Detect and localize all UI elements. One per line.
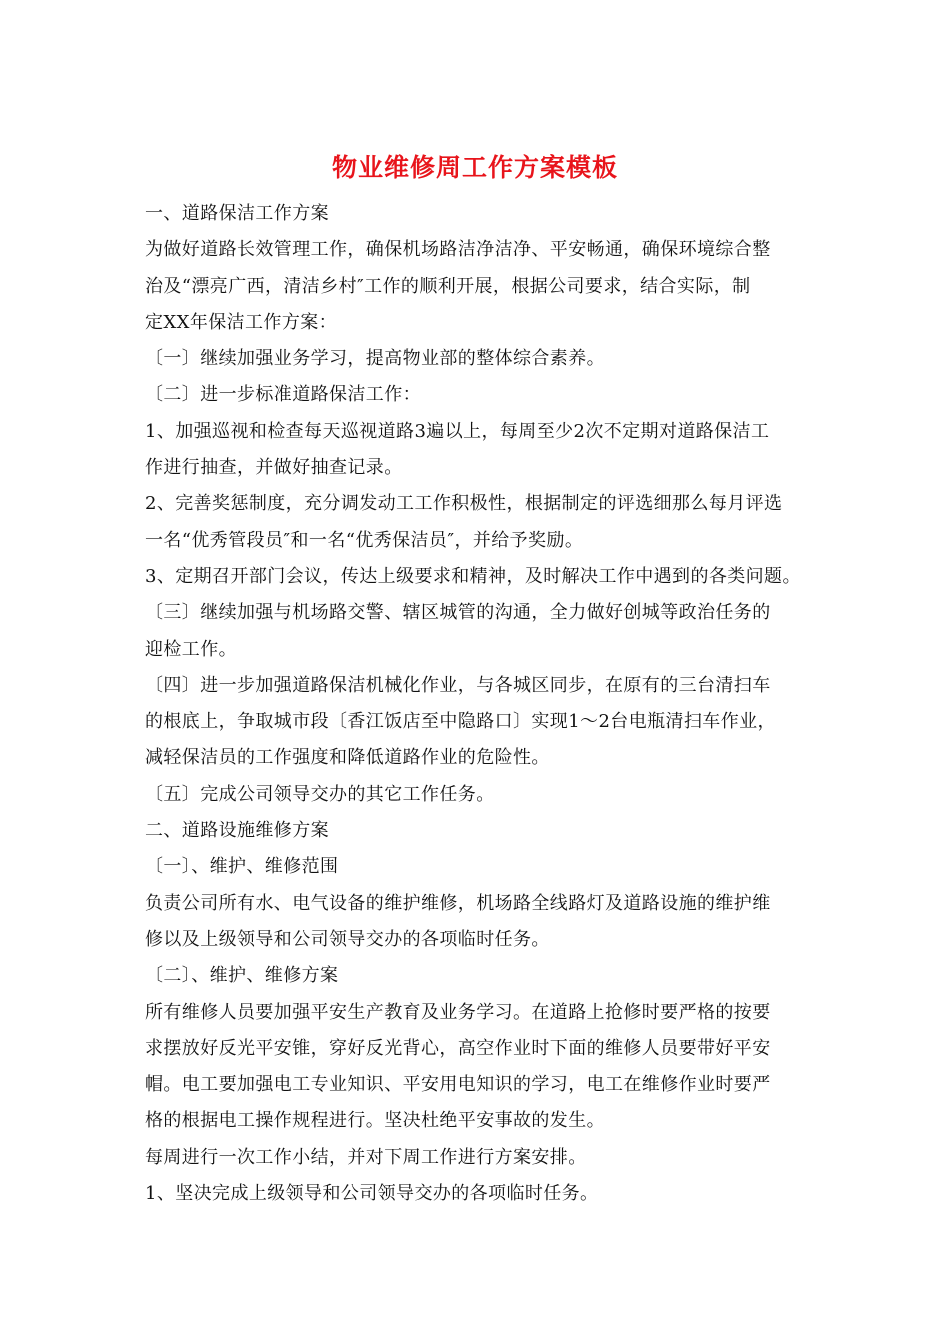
text-line: 每周进行一次工作小结，并对下周工作进行方案安排。 [145,1146,587,1168]
text-line: 定XX年保洁工作方案： [145,311,338,333]
text-line: 治及“漂亮广西，清洁乡村″工作的顺利开展，根据公司要求，结合实际，制 [145,275,751,297]
text-line: 的根底上，争取城市段〔香江饭店至中隐路口〕实现1～2台电瓶清扫车作业， [145,711,776,733]
text-line: 二、道路设施维修方案 [145,820,329,842]
text-line: 求摆放好反光平安锥，穿好反光背心，高空作业时下面的维修人员要带好平安 [145,1037,771,1059]
text-line: 所有维修人员要加强平安生产教育及业务学习。在道路上抢修时要严格的按要 [145,1001,771,1023]
text-line: 一、道路保洁工作方案 [145,203,329,224]
document-body [145,196,825,1212]
text-line: 3、定期召开部门会议，传达上级要求和精神，及时解决工作中遇到的各类问题。 [145,565,801,587]
text-line: 修以及上级领导和公司领导交办的各项临时任务。 [145,928,550,950]
text-line: 为做好道路长效管理工作，确保机场路洁净洁净、平安畅通，确保环境综合整 [145,239,771,261]
text-line: 〔一〕继续加强业务学习，提高物业部的整体综合素养。 [145,348,605,370]
text-line: 〔五〕完成公司领导交办的其它工作任务。 [145,783,495,805]
text-line: 迎检工作。 [145,638,237,660]
text-line: 2、完善奖惩制度，充分调发动工工作积极性，根据制定的评选细那么每月评选 [145,493,783,515]
text-line: 1、坚决完成上级领导和公司领导交办的各项临时任务。 [145,1183,599,1205]
text-line: 减轻保洁员的工作强度和降低道路作业的危险性。 [145,747,550,769]
text-line: 格的根据电工操作规程进行。坚决杜绝平安事故的发生。 [145,1110,605,1132]
text-line: 作进行抽查，并做好抽查记录。 [145,457,403,479]
text-line: 〔一〕、维护、维修范围 [145,856,339,878]
text-line: 1、加强巡视和检查每天巡视道路3遍以上，每周至少2次不定期对道路保洁工 [145,420,770,442]
text-line: 〔四〕进一步加强道路保洁机械化作业，与各城区同步，在原有的三台清扫车 [145,674,771,696]
text-line: 一名“优秀管段员″和一名“优秀保洁员″，并给予奖励。 [145,529,584,551]
text-line: 〔二〕、维护、维修方案 [145,965,339,987]
document-title: 物业维修周工作方案模板 [331,153,618,182]
text-line: 负责公司所有水、电气设备的维护维修，机场路全线路灯及道路设施的维护维 [145,892,771,914]
text-line: 〔三〕继续加强与机场路交警、辖区城管的沟通，全力做好创城等政治任务的 [145,602,771,624]
text-line: 〔二〕进一步标准道路保洁工作： [145,384,421,406]
text-line: 帽。电工要加强电工专业知识、平安用电知识的学习，电工在维修作业时要严 [145,1074,771,1096]
